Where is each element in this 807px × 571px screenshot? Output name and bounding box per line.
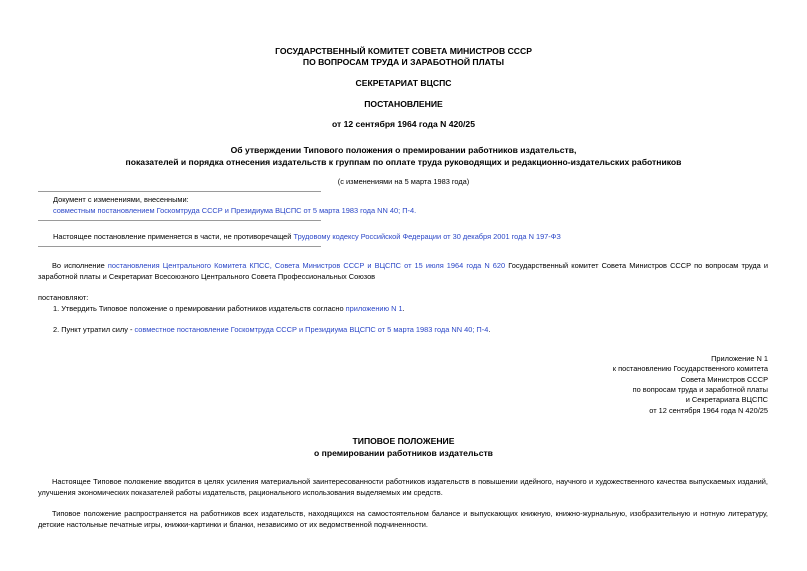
appendix-ref-line-4: по вопросам труда и заработной платы xyxy=(632,385,768,395)
changes-label: Документ с изменениями, внесенными: xyxy=(53,195,189,204)
item-2-end: . xyxy=(488,325,491,334)
item-1-end: . xyxy=(402,304,405,313)
issuer-line-2: ПО ВОПРОСАМ ТРУДА И ЗАРАБОТНОЙ ПЛАТЫ xyxy=(302,57,505,67)
preamble-suffix: Государственный комитет Совета Министров СССР по вопросам труда и заработной платы и Секретариат Всесоюзного Центрального Совета Профессиональных Союзов xyxy=(38,261,769,281)
appendix-ref-line-5: и Секретариата ВЦСПС xyxy=(685,395,768,405)
decree-intro: постановляют: xyxy=(38,293,89,302)
applicability-note xyxy=(53,232,561,242)
amendment-note: (с изменениями на 5 марта 1983 года) xyxy=(337,177,470,186)
regulation-title: ТИПОВОЕ ПОЛОЖЕНИЕ xyxy=(352,436,455,446)
doc-date-number: от 12 сентября 1964 года N 420/25 xyxy=(331,119,475,129)
doc-type-heading: ПОСТАНОВЛЕНИЕ xyxy=(364,99,443,109)
doc-title-line-2: показателей и порядка отнесения издательств к группам по оплате труда руководящих и редакционно-издательских работников xyxy=(125,157,682,167)
divider-top xyxy=(38,191,321,192)
preamble-prefix: Во исполнение xyxy=(52,261,108,270)
regulation-paragraph-1: Настоящее Типовое положение вводится в целях усиления материальной заинтересованности работников издательств в повышении идейного, научного и художественного качества выпускаемых изданий, улучшения экономических показателей работы издательств, рационального использования выделяемых им средств. xyxy=(38,477,768,497)
preamble-paragraph xyxy=(38,261,768,282)
appendix-reference xyxy=(420,354,768,416)
applicability-text: Настоящее постановление применяется в части, не противоречащей xyxy=(53,232,294,241)
secretariat-heading: СЕКРЕТАРИАТ ВЦСПС xyxy=(355,78,452,88)
appendix-ref-line-6: от 12 сентября 1964 года N 420/25 xyxy=(649,405,768,415)
doc-title-line-1: Об утверждении Типового положения о премировании работников издательств, xyxy=(230,145,577,155)
regulation-paragraph-2: Типовое положение распространяется на работников всех издательств, находящихся на самостоятельном балансе и выпускающих книжную, книжно-журнальную, изобразительную и нотную литературу, детские настольные печатные игры, книжки-картинки и бланки, независимо от их ведомственной подчиненности. xyxy=(38,509,768,529)
labor-code-link[interactable]: Трудовому кодексу Российской Федерации от 30 декабря 2001 года N 197-ФЗ xyxy=(293,232,561,241)
regulation-subtitle: о премировании работников издательств xyxy=(314,448,493,458)
issuer-line-1: ГОСУДАРСТВЕННЫЙ КОМИТЕТ СОВЕТА МИНИСТРОВ СССР xyxy=(275,46,532,56)
divider-bottom xyxy=(38,246,321,247)
appendix-ref-line-1: Приложение N 1 xyxy=(711,354,768,363)
cpsu-decree-link[interactable]: постановления Центрального Комитета КПСС, Совета Министров СССР и ВЦСПС от 15 июля 1964 года N 620 xyxy=(107,261,506,270)
changes-link[interactable]: совместным постановлением Госкомтруда СССР и Президиума ВЦСПС от 5 марта 1983 года NN 40; П-4. xyxy=(53,206,417,215)
item-2-text: 2. Пункт утратил силу - xyxy=(53,325,135,334)
divider-middle xyxy=(38,220,321,221)
appendix-ref-line-3: Совета Министров СССР xyxy=(680,374,768,384)
decree-item-2 xyxy=(53,325,490,335)
appendix-ref-line-2: к постановлению Государственного комитета xyxy=(612,364,768,374)
repeal-decree-link[interactable]: совместное постановление Госкомтруда СССР и Президиума ВЦСПС от 5 марта 1983 года NN 40; П-4 xyxy=(134,325,489,334)
item-1-text: 1. Утвердить Типовое положение о премировании работников издательств согласно xyxy=(53,304,346,313)
decree-item-1 xyxy=(53,304,405,314)
appendix-1-link[interactable]: приложению N 1 xyxy=(345,304,403,313)
